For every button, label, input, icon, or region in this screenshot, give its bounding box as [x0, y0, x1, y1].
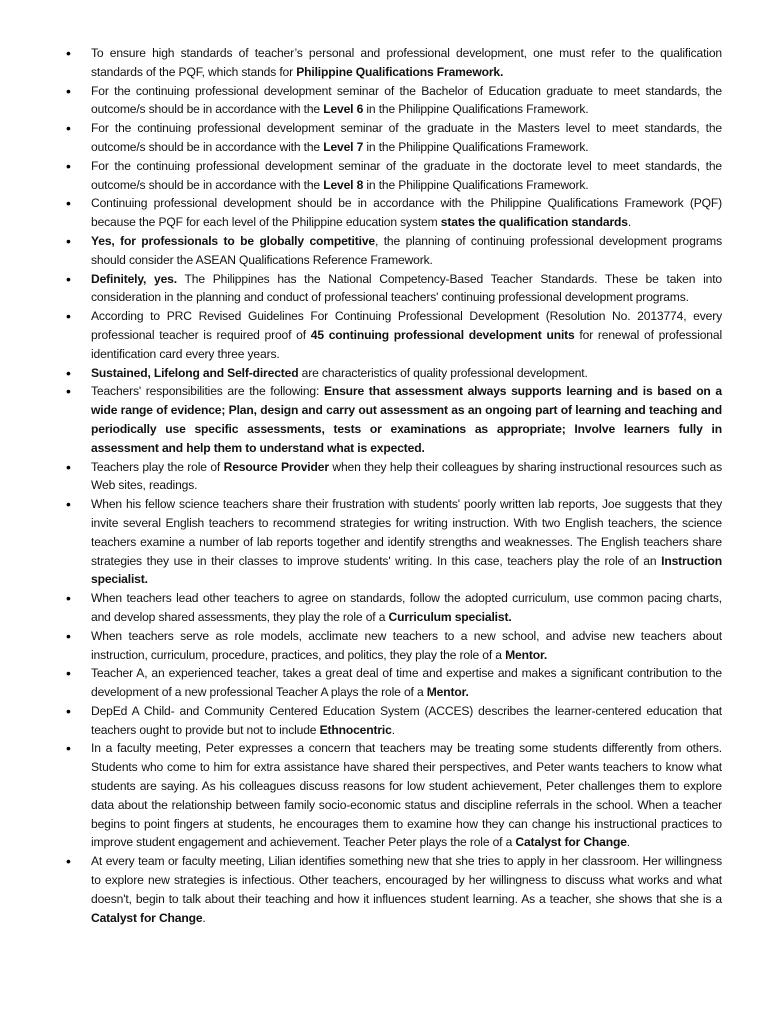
text-segment: When his fellow science teachers share their frustration with students' poorly written lab reports, Joe suggests that they invite several English teachers to recommend strategies for writing instruction. With two English teachers, the science teachers examine a number of lab reports together and identify strengths and weaknesses. The English teachers share strategies they use in their classes to improve students' writing. In this case, teachers play the role of an [91, 497, 722, 568]
list-item [66, 382, 722, 457]
bold-text: Ethnocentric [319, 722, 392, 737]
bold-text: Catalyst for Change [91, 910, 203, 925]
list-item [66, 702, 722, 740]
text-segment: . [391, 722, 395, 737]
list-item [66, 194, 722, 232]
bold-text: Sustained, Lifelong and Self-directed [91, 365, 299, 380]
list-item [66, 664, 722, 702]
bold-text: Philippine Qualifications Framework. [296, 64, 504, 79]
bold-text: Curriculum specialist. [388, 609, 512, 624]
list-item [66, 739, 722, 852]
bold-text: Catalyst for Change [515, 835, 627, 850]
bold-text: Level 8 [323, 177, 364, 192]
text-segment: For the continuing professional development seminar of the Bachelor of Education graduate to meet standards, the outcome/s should be in accordance with the [91, 83, 722, 117]
list-item [66, 44, 722, 82]
bold-text: Ensure that assessment always supports learning and is based on a wide range of evidence; Plan, design and carry out assessment as an ongoing part of learning and teaching and periodically use specific assessments, tests or examinations as appropriate; Involve learners fully in assessment and help them to understand what is expected. [91, 384, 722, 455]
text-segment: Continuing professional development should be in accordance with the Philippine Qualifications Framework (PQF) because the PQF for each level of the Philippine education system [91, 196, 722, 230]
bold-text: Resource Provider [223, 459, 329, 474]
bold-text: Level 7 [323, 139, 364, 154]
list-item [66, 157, 722, 195]
bold-text: Definitely, yes. [91, 271, 177, 286]
text-segment: Teacher A, an experienced teacher, takes a great deal of time and expertise and makes a significant contribution to the development of a new professional Teacher A plays the role of a [91, 666, 722, 700]
list-item [66, 232, 722, 270]
text-segment: When teachers lead other teachers to agree on standards, follow the adopted curriculum, use common pacing charts, and develop shared assessments, they play the role of a [91, 591, 722, 624]
bullet-list [66, 44, 722, 927]
text-segment: At every team or faculty meeting, Lilian identifies something new that she tries to apply in her classroom. Her willingness to explore new strategies is infectious. Other teachers, encouraged by her willingness to discuss what works and what doesn't, begin to talk about their teaching and how it influences student learning. As a teacher, she shows that she is a [91, 854, 722, 906]
text-segment: According to PRC Revised Guidelines For Continuing Professional Development (Resolution No. 2013774, every professional teacher is required proof of [91, 309, 722, 342]
list-item [66, 82, 722, 120]
list-item [66, 495, 722, 589]
bold-text: states the qualification standards [440, 215, 628, 230]
text-segment: , the planning of continuing professional development programs should consider the ASEAN Qualifications Reference Framework. [91, 233, 722, 267]
list-item [66, 307, 722, 363]
bold-text: 45 continuing professional development units [310, 327, 575, 342]
bold-text: Level 6 [323, 102, 364, 117]
list-item [66, 627, 722, 665]
text-segment: DepEd A Child- and Community Centered Education System (ACCES) describes the learner-centered education that teachers ought to provide but not to include [91, 703, 722, 737]
text-segment: . [627, 215, 632, 230]
bold-text: Mentor. [426, 685, 469, 700]
text-segment: when they help their colleagues by sharing instructional resources such as Web sites, readings. [91, 459, 722, 493]
text-segment: For the continuing professional development seminar of the graduate in the doctorate level to meet standards, the outcome/s should be in accordance with the [91, 158, 722, 192]
text-segment: in the Philippine Qualifications Framework. [363, 177, 589, 192]
text-segment: Teachers play the role of [91, 459, 224, 474]
text-segment: For the continuing professional development seminar of the graduate in the Masters level to meet standards, the outcome/s should be in accordance with the [91, 121, 722, 154]
text-segment: Teachers' responsibilities are the following: [91, 384, 324, 399]
list-item [66, 364, 722, 383]
text-segment: . [202, 910, 206, 925]
text-segment: in the Philippine Qualifications Framework. [363, 102, 589, 117]
text-segment: . [626, 835, 631, 850]
bold-text: Yes, for professionals to be globally competitive [91, 233, 375, 248]
text-segment: are characteristics of quality professional development. [298, 365, 588, 380]
bold-text: Instruction specialist. [91, 553, 722, 587]
list-item [66, 852, 722, 927]
document-page [66, 44, 722, 927]
text-segment: In a faculty meeting, Peter expresses a concern that teachers may be treating some students differently from others. Students who come to him for extra assistance have shared their perspectives, and Peter wants teachers to know what students are saying. As his colleagues discuss reasons for low student achievement, Peter challenges them to explore data about the relationship between family socio-economic status and discipline referrals in the school. When a teacher begins to point fingers at students, he encourages them to examine how they can change his instructional practices to improve student engagement and achievement. Teacher Peter plays the role of a [91, 741, 722, 850]
text-segment: To ensure high standards of teacher’s personal and professional development, one must refer to the qualification standards of the PQF, which stands for [91, 46, 722, 79]
text-segment: When teachers serve as role models, acclimate new teachers to a new school, and advise new teachers about instruction, curriculum, procedure, practices, and politics, they play the role of a [91, 628, 722, 662]
list-item [66, 589, 722, 627]
text-segment: in the Philippine Qualifications Framework. [363, 139, 589, 154]
bold-text: Mentor. [505, 647, 548, 662]
text-segment: The Philippines has the National Competency-Based Teacher Standards. These be taken into consideration in the planning and conduct of professional teachers' continuing professional development programs. [91, 271, 722, 305]
list-item [66, 458, 722, 496]
text-segment: for renewal of professional identification card every three years. [91, 327, 722, 361]
list-item [66, 119, 722, 157]
list-item [66, 270, 722, 308]
